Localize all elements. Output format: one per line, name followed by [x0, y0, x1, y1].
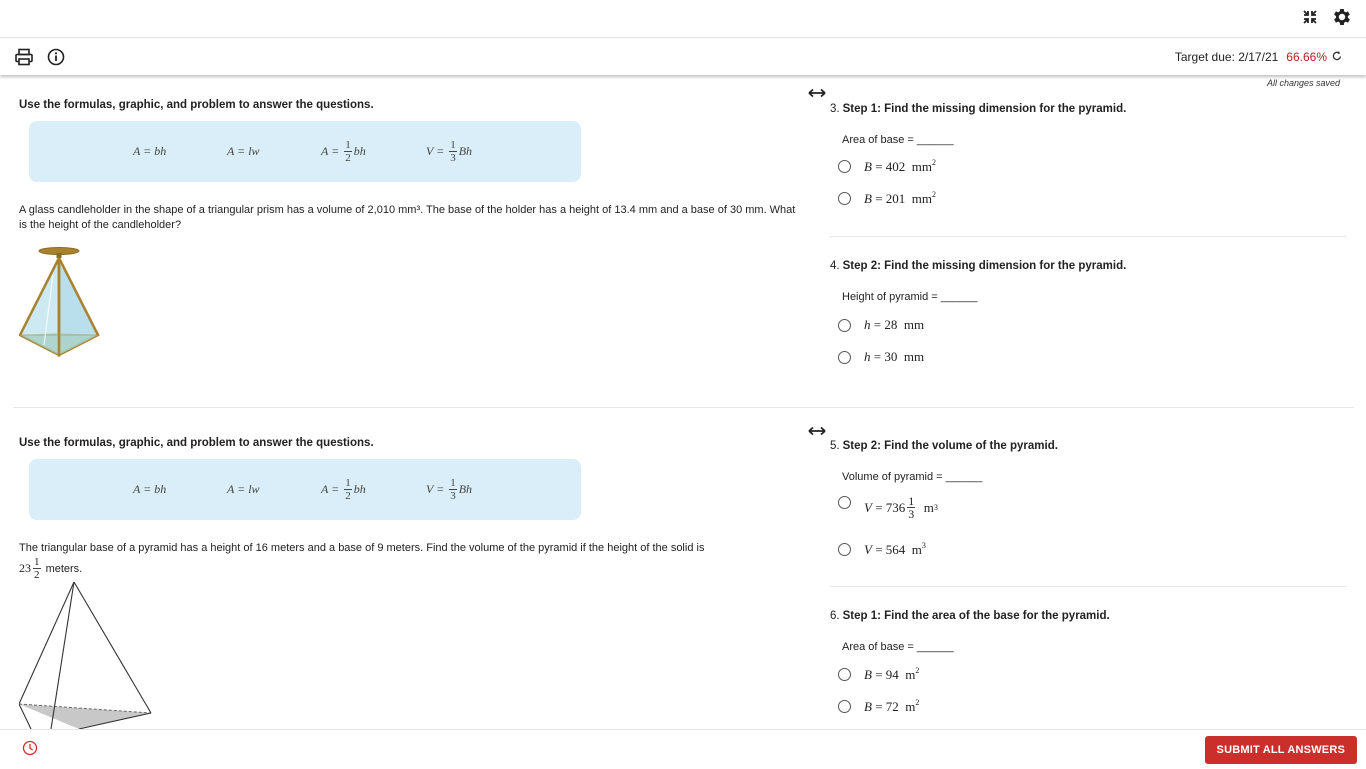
- radio-button[interactable]: [838, 668, 851, 681]
- radio-button[interactable]: [838, 319, 851, 332]
- option-variable: B: [864, 159, 872, 174]
- option-value: 736: [885, 499, 906, 515]
- formula-triangle: A = $\frac{1}{2}$ bh: [321, 477, 366, 502]
- formula-pyramid-volume: V = $\frac{1}{3}$ Bh: [426, 139, 473, 164]
- answer-option[interactable]: h = 30 mm: [838, 349, 924, 365]
- question-3: [830, 103, 1350, 206]
- problem-section-1: [19, 99, 809, 231]
- radio-button[interactable]: [838, 160, 851, 173]
- save-status: All changes saved: [1266, 78, 1340, 88]
- pyramid-image: [19, 582, 155, 730]
- target-due: [1175, 50, 1343, 64]
- formula-rectangle: A = lw: [227, 482, 260, 496]
- toolbar: [0, 39, 1366, 75]
- question-prompt: Area of base = ______: [842, 641, 954, 653]
- option-variable: V: [864, 542, 872, 557]
- question-number: 6.: [830, 610, 840, 622]
- question-prompt: Height of pyramid = ______: [842, 291, 978, 303]
- print-icon[interactable]: [14, 47, 34, 67]
- formula-parallelogram: A = bh: [133, 144, 167, 158]
- option-frac-denominator: 3: [908, 507, 915, 521]
- top-bar: [0, 0, 1366, 38]
- question-prompt: Area of base = ______: [842, 134, 954, 146]
- option-variable: V: [864, 499, 872, 515]
- option-unit: m: [905, 699, 916, 714]
- option-variable: B: [864, 699, 872, 714]
- question-title: Step 1: Find the missing dimension for the pyramid.: [842, 103, 1127, 115]
- option-frac-numerator: 1: [908, 494, 915, 508]
- option-variable: B: [864, 667, 872, 682]
- progress-percent: 66.66%: [1286, 50, 1327, 64]
- resize-handle-2[interactable]: [808, 423, 826, 433]
- option-unit: m: [911, 542, 922, 557]
- question-title: Step 1: Find the area of the base for the pyramid.: [842, 610, 1110, 622]
- option-unit: m: [905, 667, 916, 682]
- formula-triangle: A = $\frac{1}{2}$ bh: [321, 139, 366, 164]
- question-title: Step 2: Find the volume of the pyramid.: [842, 440, 1058, 452]
- question-number: 3.: [830, 103, 840, 115]
- option-unit: mm: [903, 317, 925, 332]
- reload-icon[interactable]: [1331, 50, 1343, 62]
- option-unit: m: [923, 499, 934, 515]
- answer-option[interactable]: V = 736 $\frac{1}{3}$ m 3: [838, 495, 938, 520]
- bottom-bar: [0, 729, 1366, 769]
- formula-parallelogram: A = bh: [133, 482, 167, 496]
- problem-text-a: The triangular base of a pyramid has a height of 16 meters and a base of 9 meters. Find the volume of the pyramid if the height of the solid is: [19, 542, 705, 554]
- answer-option[interactable]: B = 72 $m^2$: [838, 698, 919, 715]
- option-exponent: 3: [921, 541, 926, 550]
- formula-rectangle: A = lw: [227, 144, 260, 158]
- option-value: 564: [885, 542, 906, 557]
- height-denominator: 2: [34, 569, 40, 581]
- section-divider: [13, 407, 1354, 408]
- option-value: 94: [885, 667, 899, 682]
- answer-option[interactable]: B = 402 $mm^2$: [838, 158, 936, 175]
- problem-section-2: [19, 437, 809, 581]
- option-unit: mm: [903, 349, 925, 364]
- option-variable: h: [864, 349, 871, 364]
- option-value: 402: [885, 159, 906, 174]
- answer-option[interactable]: B = 94 $m^2$: [838, 666, 919, 683]
- collapse-icon[interactable]: [1299, 6, 1321, 28]
- height-numerator: 1: [34, 556, 40, 568]
- option-variable: h: [864, 317, 871, 332]
- option-exponent: 2: [932, 190, 937, 199]
- radio-button[interactable]: [838, 543, 851, 556]
- radio-button[interactable]: [838, 351, 851, 364]
- radio-button[interactable]: [838, 496, 851, 509]
- radio-button[interactable]: [838, 192, 851, 205]
- question-number: 5.: [830, 440, 840, 452]
- instruction: Use the formulas, graphic, and problem to answer the questions.: [19, 437, 374, 449]
- problem-text-b: meters.: [45, 563, 83, 575]
- option-exponent: 2: [932, 158, 937, 167]
- candleholder-image: [19, 245, 101, 359]
- answer-option[interactable]: V = 564 $m^3$: [838, 541, 926, 558]
- gear-icon[interactable]: [1331, 6, 1353, 28]
- answer-option[interactable]: B = 201 $mm^2$: [838, 190, 936, 207]
- resize-handle-1[interactable]: [808, 85, 826, 95]
- option-unit: mm: [911, 191, 933, 206]
- option-exponent: 2: [915, 666, 920, 675]
- answer-option[interactable]: h = 28 mm: [838, 317, 924, 333]
- question-title: Step 2: Find the missing dimension for the pyramid.: [842, 260, 1127, 272]
- submit-all-answers-button[interactable]: SUBMIT ALL ANSWERS: [1205, 736, 1357, 764]
- formula-pyramid-volume: V = $\frac{1}{3}$ Bh: [426, 477, 473, 502]
- formula-box: [29, 121, 581, 182]
- formula-box: [29, 459, 581, 520]
- option-value: 201: [885, 191, 906, 206]
- option-exponent: 2: [915, 698, 920, 707]
- option-variable: B: [864, 191, 872, 206]
- question-divider: [830, 586, 1347, 587]
- option-value: 28: [884, 317, 898, 332]
- question-4: [830, 260, 1350, 364]
- question-divider: [830, 236, 1347, 237]
- question-6: [830, 610, 1350, 714]
- clock-icon[interactable]: [22, 740, 38, 756]
- height-whole: 23: [19, 561, 31, 575]
- option-value: 72: [885, 699, 899, 714]
- option-value: 30: [884, 349, 898, 364]
- option-unit: mm: [911, 159, 933, 174]
- question-number: 4.: [830, 260, 840, 272]
- question-prompt: Volume of pyramid = ______: [842, 471, 983, 483]
- instruction: Use the formulas, graphic, and problem to answer the questions.: [19, 99, 374, 111]
- target-due-label: Target due: 2/17/21: [1174, 50, 1279, 64]
- radio-button[interactable]: [838, 700, 851, 713]
- problem-text: A glass candleholder in the shape of a triangular prism has a volume of 2,010 mm³. The base of the holder has a height of 13.4 mm and a base of 30 mm. What is the height of the candleholder?: [19, 204, 796, 231]
- question-5: [830, 440, 1350, 557]
- problem-text: [19, 541, 799, 581]
- info-icon[interactable]: [46, 47, 66, 67]
- option-exponent: 3: [933, 503, 938, 512]
